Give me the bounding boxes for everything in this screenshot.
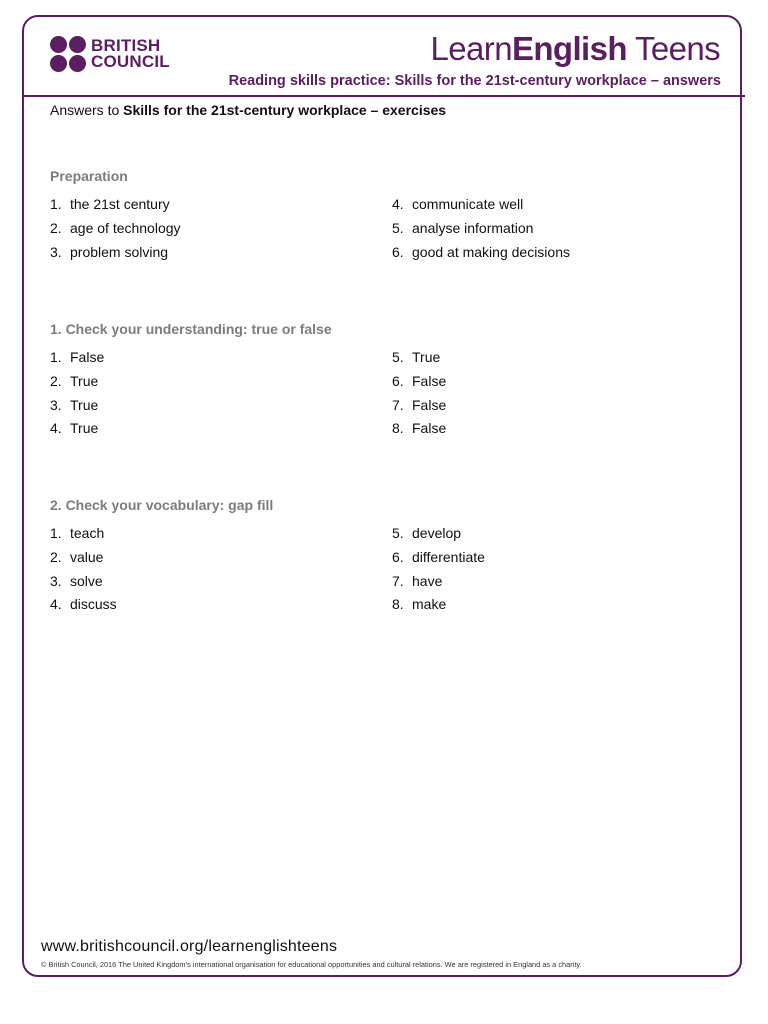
list-item: 7. False <box>392 396 447 413</box>
intro-title: Skills for the 21st-century workplace – exercises <box>123 102 447 118</box>
list-item: 4. discuss <box>50 596 117 613</box>
logo-line-1: BRITISH <box>91 36 161 55</box>
list-item: 8. False <box>392 420 447 437</box>
answer-list-true-false-left <box>50 346 104 441</box>
list-item: 3. solve <box>50 572 103 589</box>
list-item: 2. value <box>50 548 104 565</box>
logo-line-2: COUNCIL <box>91 52 170 71</box>
list-item: 3. True <box>50 396 99 413</box>
list-item: 1. teach <box>50 525 105 541</box>
answer-list-gap-fill-right <box>392 522 485 617</box>
list-item: 1. False <box>50 349 105 365</box>
footer-url: www.britishcouncil.org/learnenglishteens <box>41 938 338 955</box>
list-item: 4. communicate well <box>392 196 524 212</box>
list-item: 5. True <box>392 349 441 365</box>
intro-line <box>50 102 446 118</box>
learnenglish-teens-logo <box>431 30 720 68</box>
list-item: 7. have <box>392 572 443 589</box>
intro-prefix: Answers to <box>50 102 124 118</box>
british-council-dots-icon <box>50 36 86 72</box>
answer-list-preparation-left <box>50 193 181 264</box>
brand-english: English <box>511 30 627 67</box>
list-item: 3. problem solving <box>50 243 169 260</box>
brand-learn: Learn <box>430 30 512 67</box>
answer-list-preparation-right <box>392 193 570 264</box>
list-item: 6. good at making decisions <box>392 243 570 260</box>
section-heading-true-false: 1. Check your understanding: true or false <box>50 321 332 337</box>
page-frame <box>22 15 742 977</box>
list-item: 6. differentiate <box>392 548 485 565</box>
list-item: 1. the 21st century <box>50 196 170 212</box>
section-heading-gap-fill: 2. Check your vocabulary: gap fill <box>50 497 274 513</box>
footer-copyright: © British Council, 2016 The United Kingdom’s international organisation for educational opportunities and cultural relations. We are registered in England as a charity. <box>41 960 582 969</box>
header-divider <box>23 95 745 97</box>
answer-list-gap-fill-left <box>50 522 117 617</box>
page-subtitle: Reading skills practice: Skills for the 21st-century workplace – answers <box>228 73 721 89</box>
brand-teens: Teens <box>634 30 720 67</box>
list-item: 2. age of technology <box>50 219 181 236</box>
list-item: 6. False <box>392 372 447 389</box>
list-item: 8. make <box>392 596 447 613</box>
list-item: 2. True <box>50 372 99 389</box>
list-item: 4. True <box>50 420 99 437</box>
list-item: 5. develop <box>392 525 462 541</box>
section-heading-preparation: Preparation <box>50 168 128 184</box>
british-council-wordmark <box>91 38 170 70</box>
list-item: 5. analyse information <box>392 219 534 236</box>
answer-list-true-false-right <box>392 346 446 441</box>
british-council-logo <box>50 36 170 72</box>
